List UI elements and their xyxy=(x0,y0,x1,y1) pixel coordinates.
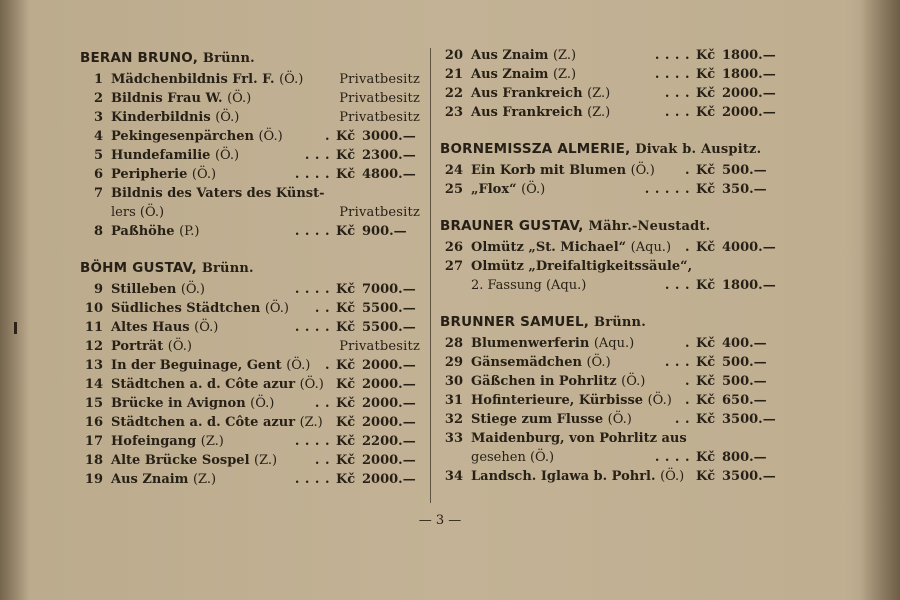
entry-title xyxy=(111,470,216,489)
catalog-entry xyxy=(440,238,780,257)
catalog-entry xyxy=(440,467,780,486)
leader-dots: . . . xyxy=(664,278,690,293)
currency-label: Kč xyxy=(696,336,716,351)
catalog-entry xyxy=(80,337,420,356)
entry-medium: (Ö.) xyxy=(286,358,311,373)
entry-price: 2000.— xyxy=(362,358,416,373)
section-gap xyxy=(440,199,780,214)
entry-title xyxy=(471,334,634,353)
artist-heading xyxy=(80,256,420,280)
artist-location: Brünn. xyxy=(594,315,646,330)
entry-medium: (Ö.) xyxy=(250,396,275,411)
entry-title xyxy=(471,65,576,84)
entry-title xyxy=(111,356,310,375)
catalog-entry xyxy=(80,280,420,299)
leader-dots: . . . . xyxy=(294,167,330,182)
currency-label: Kč xyxy=(336,434,356,449)
catalog-entry xyxy=(80,70,420,89)
currency-label: Kč xyxy=(696,374,716,389)
owner-label: Privatbesitz xyxy=(339,72,420,87)
entry-title xyxy=(111,318,218,337)
entry-title xyxy=(471,353,611,372)
entry-number: 32 xyxy=(444,412,463,427)
entry-title xyxy=(111,70,303,89)
entry-title xyxy=(471,410,632,429)
catalog-entry xyxy=(80,356,420,375)
entry-price: 3000.— xyxy=(362,129,416,144)
leader-dots: . . . xyxy=(664,105,690,120)
entry-number: 8 xyxy=(93,224,103,239)
leader-dots: . . . . xyxy=(654,48,690,63)
entry-number: 20 xyxy=(444,48,463,63)
leader-dots: . xyxy=(324,358,330,373)
entry-medium: (Ö.) xyxy=(299,377,324,392)
entry-title-text: In der Beguinage, Gent xyxy=(111,358,282,373)
entry-title xyxy=(111,299,289,318)
catalog-entry xyxy=(440,180,780,199)
leader-dots: . xyxy=(324,129,330,144)
artist-name: BRAUNER GUSTAV xyxy=(440,218,579,234)
entry-title-text: Alte Brücke Sospel xyxy=(111,453,250,468)
entry-title-text: Südliches Städtchen xyxy=(111,301,261,316)
leader-dots: . . xyxy=(314,301,330,316)
entry-medium: (Ö.) xyxy=(227,91,252,106)
catalog-entry xyxy=(80,470,420,489)
leader-dots: . . . . xyxy=(294,434,330,449)
catalog-entry xyxy=(80,451,420,470)
entry-number: 10 xyxy=(84,301,103,316)
heading-separator: , xyxy=(583,314,594,330)
entry-title-text: Stilleben xyxy=(111,282,177,297)
left-column xyxy=(80,46,420,489)
entry-title xyxy=(111,432,224,451)
heading-separator: , xyxy=(578,218,589,234)
artist-name: BRUNNER SAMUEL xyxy=(440,314,584,330)
entry-title-text: Olmütz „St. Michael“ xyxy=(471,240,627,255)
catalog-entry xyxy=(80,127,420,146)
currency-label: Kč xyxy=(696,393,716,408)
artist-location: Mähr.-Neustadt. xyxy=(588,219,711,234)
entry-number: 21 xyxy=(444,67,463,82)
catalog-entry xyxy=(440,410,780,429)
entry-medium: (Ö.) xyxy=(167,339,192,354)
leader-dots: . xyxy=(684,336,690,351)
entry-continuation-text: gesehen (Ö.) xyxy=(471,450,555,465)
entry-number: 31 xyxy=(444,393,463,408)
currency-label: Kč xyxy=(696,412,716,427)
currency-label: Kč xyxy=(336,472,356,487)
entry-title xyxy=(471,161,655,180)
catalog-entry xyxy=(80,89,420,108)
entry-price: 5500.— xyxy=(362,301,416,316)
entry-number: 12 xyxy=(84,339,103,354)
entry-price: 2000.— xyxy=(362,377,416,392)
entry-price: 7000.— xyxy=(362,282,416,297)
page-shadow-right xyxy=(860,0,900,600)
column-divider xyxy=(430,48,431,503)
entry-number: 13 xyxy=(84,358,103,373)
currency-label: Kč xyxy=(336,453,356,468)
leader-dots: . . . xyxy=(664,86,690,101)
currency-label: Kč xyxy=(696,278,716,293)
artist-location: Brünn. xyxy=(202,51,255,66)
ink-mark xyxy=(14,322,17,334)
entry-number: 2 xyxy=(93,91,103,106)
leader-dots: . xyxy=(684,240,690,255)
leader-dots: . . xyxy=(674,412,690,427)
currency-label: Kč xyxy=(696,355,716,370)
artist-name: BORNEMISSZA ALMERIE xyxy=(440,141,626,157)
entry-title-text: Brücke in Avignon xyxy=(111,396,246,411)
entry-number: 22 xyxy=(444,86,463,101)
artist-location: Brünn. xyxy=(201,261,254,276)
section-gap xyxy=(440,122,780,137)
currency-label: Kč xyxy=(336,148,356,163)
entry-price: 900.— xyxy=(362,224,407,239)
entry-number: 23 xyxy=(444,105,463,120)
entry-number: 14 xyxy=(84,377,103,392)
entry-price: 5500.— xyxy=(362,320,416,335)
entry-title xyxy=(471,238,671,257)
entry-title xyxy=(111,451,277,470)
entry-number: 30 xyxy=(444,374,463,389)
entry-number: 1 xyxy=(93,72,103,87)
entry-medium: (Z.) xyxy=(299,415,323,430)
entry-title-text: Hofeingang xyxy=(111,434,197,449)
entry-title-text: Aus Znaim xyxy=(111,472,189,487)
entry-title-text: „Flox“ xyxy=(471,182,517,197)
owner-label: Privatbesitz xyxy=(339,339,420,354)
entry-price: 1800.— xyxy=(722,48,776,63)
entry-price: 500.— xyxy=(722,163,767,178)
entry-number: 16 xyxy=(84,415,103,430)
entry-price: 1800.— xyxy=(722,67,776,82)
entry-number: 7 xyxy=(93,186,103,201)
entry-number: 24 xyxy=(444,163,463,178)
entry-medium: (Ö.) xyxy=(521,182,546,197)
catalog-entry xyxy=(440,161,780,180)
entry-medium: (Ö.) xyxy=(647,393,672,408)
entry-continuation-text: lers (Ö.) xyxy=(111,205,165,220)
entry-title xyxy=(471,372,645,391)
entry-price: 1800.— xyxy=(722,278,776,293)
heading-separator: , xyxy=(191,260,202,276)
entry-price: 3500.— xyxy=(722,412,776,427)
currency-label: Kč xyxy=(336,358,356,373)
entry-title xyxy=(111,89,251,108)
owner-label: Privatbesitz xyxy=(339,91,420,106)
entry-number: 25 xyxy=(444,182,463,197)
leader-dots: . . . xyxy=(304,148,330,163)
catalog-entry xyxy=(80,318,420,337)
currency-label: Kč xyxy=(696,163,716,178)
entry-medium: (Ö.) xyxy=(264,301,289,316)
entry-number: 29 xyxy=(444,355,463,370)
section-gap xyxy=(80,241,420,256)
entry-number: 11 xyxy=(84,320,103,335)
entry-title xyxy=(111,127,283,146)
entry-price: 2000.— xyxy=(362,396,416,411)
entry-title-text: Pekingesenpärchen xyxy=(111,129,254,144)
currency-label: Kč xyxy=(336,320,356,335)
entry-number: 6 xyxy=(93,167,103,182)
entry-number: 27 xyxy=(444,259,463,274)
entry-price: 3500.— xyxy=(722,469,776,484)
entry-medium: (Ö.) xyxy=(180,282,205,297)
entry-title xyxy=(471,257,692,276)
catalog-entry xyxy=(80,413,420,432)
entry-title xyxy=(111,108,239,127)
entry-medium: (Aqu.) xyxy=(630,240,672,255)
entry-price: 4800.— xyxy=(362,167,416,182)
entry-title-text: Aus Znaim xyxy=(471,67,549,82)
heading-separator: , xyxy=(625,141,636,157)
leader-dots: . . . xyxy=(664,355,690,370)
entry-title-text: Hofinterieure, Kürbisse xyxy=(471,393,644,408)
entry-title xyxy=(111,375,324,394)
entry-price: 2000.— xyxy=(722,105,776,120)
entry-title xyxy=(471,103,610,122)
entry-medium: (Z.) xyxy=(552,67,577,82)
entry-number: 19 xyxy=(84,472,103,487)
owner-label: Privatbesitz xyxy=(339,205,420,220)
leader-dots: . . . . xyxy=(654,67,690,82)
artist-heading xyxy=(80,46,420,70)
leader-dots: . . . . xyxy=(654,450,690,465)
artist-name: BERAN BRUNO xyxy=(80,50,193,66)
entry-title xyxy=(471,391,672,410)
entry-medium: (Ö.) xyxy=(660,469,685,484)
entry-title-text: Olmütz „Dreifaltigkeitssäule“, xyxy=(471,259,693,274)
artist-heading xyxy=(440,137,780,161)
owner-label: Privatbesitz xyxy=(339,110,420,125)
currency-label: Kč xyxy=(696,48,716,63)
leader-dots: . . . . xyxy=(294,472,330,487)
entry-medium: (Aqu.) xyxy=(593,336,635,351)
catalog-entry xyxy=(80,184,420,203)
currency-label: Kč xyxy=(336,415,356,430)
leader-dots: . xyxy=(684,163,690,178)
entry-medium: (Z.) xyxy=(192,472,217,487)
entry-title-text: Blumenwerferin xyxy=(471,336,590,351)
entry-title-text: Ein Korb mit Blumen xyxy=(471,163,627,178)
entry-title xyxy=(471,429,687,448)
entry-medium: (P.) xyxy=(179,224,200,239)
entry-title-text: Paßhöhe xyxy=(111,224,175,239)
entry-medium: (Z.) xyxy=(552,48,577,63)
entry-medium: (Z.) xyxy=(254,453,278,468)
entry-price: 2200.— xyxy=(362,434,416,449)
currency-label: Kč xyxy=(336,301,356,316)
entry-medium: (Ö.) xyxy=(586,355,611,370)
entry-title xyxy=(111,337,192,356)
entry-title-text: Bildnis des Vaters des Künst- xyxy=(111,186,325,201)
entry-title-text: Altes Haus xyxy=(111,320,190,335)
entry-title xyxy=(111,146,239,165)
entry-price: 400.— xyxy=(722,336,767,351)
entry-number: 18 xyxy=(84,453,103,468)
right-column xyxy=(440,46,780,486)
catalog-entry-continuation xyxy=(440,448,780,467)
catalog-entry xyxy=(440,429,780,448)
entry-medium: (Z.) xyxy=(587,105,611,120)
entry-price: 2300.— xyxy=(362,148,416,163)
catalog-entry-continuation xyxy=(440,276,780,295)
artist-heading xyxy=(440,310,780,334)
catalog-entry xyxy=(80,165,420,184)
entry-price: 2000.— xyxy=(362,415,416,430)
catalog-entry xyxy=(80,108,420,127)
entry-title-text: Bildnis Frau W. xyxy=(111,91,223,106)
entry-price: 350.— xyxy=(722,182,767,197)
entry-title-text: Aus Znaim xyxy=(471,48,549,63)
entry-price: 500.— xyxy=(722,355,767,370)
catalog-entry xyxy=(440,372,780,391)
entry-number: 4 xyxy=(93,129,103,144)
catalog-entry xyxy=(80,146,420,165)
leader-dots: . . . . xyxy=(294,224,330,239)
entry-title-text: Stiege zum Flusse xyxy=(471,412,604,427)
entry-medium: (Ö.) xyxy=(194,320,219,335)
entry-medium: (Ö.) xyxy=(607,412,632,427)
currency-label: Kč xyxy=(336,129,356,144)
currency-label: Kč xyxy=(336,396,356,411)
entry-medium: (Ö.) xyxy=(191,167,217,182)
currency-label: Kč xyxy=(696,67,716,82)
entry-title-text: Landsch. Iglawa b. Pohrl. xyxy=(471,469,656,484)
entry-number: 34 xyxy=(444,469,463,484)
leader-dots: . xyxy=(684,393,690,408)
entry-title-text: Städtchen a. d. Côte azur xyxy=(111,415,296,430)
entry-title-text: Maidenburg, von Pohrlitz aus xyxy=(471,431,687,446)
leader-dots: . . xyxy=(314,396,330,411)
entry-medium: (Ö.) xyxy=(215,110,240,125)
leader-dots: . . xyxy=(314,453,330,468)
entry-number: 15 xyxy=(84,396,103,411)
entry-number: 5 xyxy=(93,148,103,163)
entry-number: 17 xyxy=(84,434,103,449)
leader-dots: . xyxy=(684,374,690,389)
entry-title xyxy=(471,84,610,103)
entry-medium: (Ö.) xyxy=(258,129,283,144)
entry-price: 4000.— xyxy=(722,240,776,255)
catalog-entry-continuation xyxy=(80,203,420,222)
catalog-entry xyxy=(80,375,420,394)
leader-dots: . . . . xyxy=(294,320,330,335)
entry-title xyxy=(111,280,205,299)
catalog-entry xyxy=(80,394,420,413)
entry-title xyxy=(471,46,576,65)
catalog-entry xyxy=(440,257,780,276)
entry-title-text: Städtchen a. d. Côte azur xyxy=(111,377,296,392)
currency-label: Kč xyxy=(336,377,356,392)
entry-title xyxy=(111,394,274,413)
artist-heading xyxy=(440,214,780,238)
entry-medium: (Ö.) xyxy=(279,72,304,87)
entry-title xyxy=(471,467,684,486)
artist-name: BÖHM GUSTAV xyxy=(80,260,192,276)
entry-number: 9 xyxy=(93,282,103,297)
entry-title-text: Porträt xyxy=(111,339,164,354)
catalog-entry xyxy=(440,84,780,103)
entry-title xyxy=(111,165,216,184)
entry-title xyxy=(471,180,545,199)
entry-price: 500.— xyxy=(722,374,767,389)
entry-number: 26 xyxy=(444,240,463,255)
currency-label: Kč xyxy=(696,86,716,101)
entry-medium: (Ö.) xyxy=(621,374,646,389)
currency-label: Kč xyxy=(696,105,716,120)
section-gap xyxy=(440,295,780,310)
entry-title-text: Gänsemädchen xyxy=(471,355,582,370)
catalog-entry xyxy=(440,46,780,65)
entry-medium: (Ö.) xyxy=(214,148,240,163)
entry-medium: (Z.) xyxy=(200,434,224,449)
currency-label: Kč xyxy=(696,240,716,255)
entry-price: 2000.— xyxy=(362,472,416,487)
currency-label: Kč xyxy=(336,282,356,297)
entry-title xyxy=(111,184,325,203)
catalog-entry xyxy=(80,432,420,451)
entry-medium: (Ö.) xyxy=(630,163,655,178)
entry-number: 28 xyxy=(444,336,463,351)
entry-medium: (Z.) xyxy=(587,86,611,101)
heading-separator: , xyxy=(192,50,203,66)
currency-label: Kč xyxy=(696,469,716,484)
catalog-entry xyxy=(80,299,420,318)
entry-price: 2000.— xyxy=(362,453,416,468)
currency-label: Kč xyxy=(336,167,356,182)
entry-title-text: Hundefamilie xyxy=(111,148,211,163)
entry-price: 2000.— xyxy=(722,86,776,101)
entry-title-text: Gäßchen in Pohrlitz xyxy=(471,374,617,389)
currency-label: Kč xyxy=(336,224,356,239)
entry-number: 3 xyxy=(93,110,103,125)
catalog-entry xyxy=(440,353,780,372)
entry-title-text: Kinderbildnis xyxy=(111,110,211,125)
leader-dots: . . . . . xyxy=(644,182,690,197)
entry-price: 800.— xyxy=(722,450,767,465)
artist-location: Divak b. Auspitz. xyxy=(635,142,762,157)
entry-title xyxy=(111,413,323,432)
page-number: — 3 — xyxy=(418,513,462,528)
catalog-entry xyxy=(80,222,420,241)
currency-label: Kč xyxy=(696,182,716,197)
catalog-entry xyxy=(440,65,780,84)
entry-price: 650.— xyxy=(722,393,767,408)
entry-title-text: Aus Frankreich xyxy=(471,105,583,120)
entry-number: 33 xyxy=(444,431,463,446)
entry-title-text: Peripherie xyxy=(111,167,188,182)
entry-title-text: Mädchenbildnis Frl. F. xyxy=(111,72,275,87)
page-shadow-left xyxy=(0,0,30,600)
entry-continuation-text: 2. Fassung (Aqu.) xyxy=(471,278,587,293)
catalog-entry xyxy=(440,391,780,410)
catalog-entry xyxy=(440,103,780,122)
entry-title-text: Aus Frankreich xyxy=(471,86,583,101)
currency-label: Kč xyxy=(696,450,716,465)
catalog-entry xyxy=(440,334,780,353)
entry-title xyxy=(111,222,200,241)
leader-dots: . . . . xyxy=(294,282,330,297)
